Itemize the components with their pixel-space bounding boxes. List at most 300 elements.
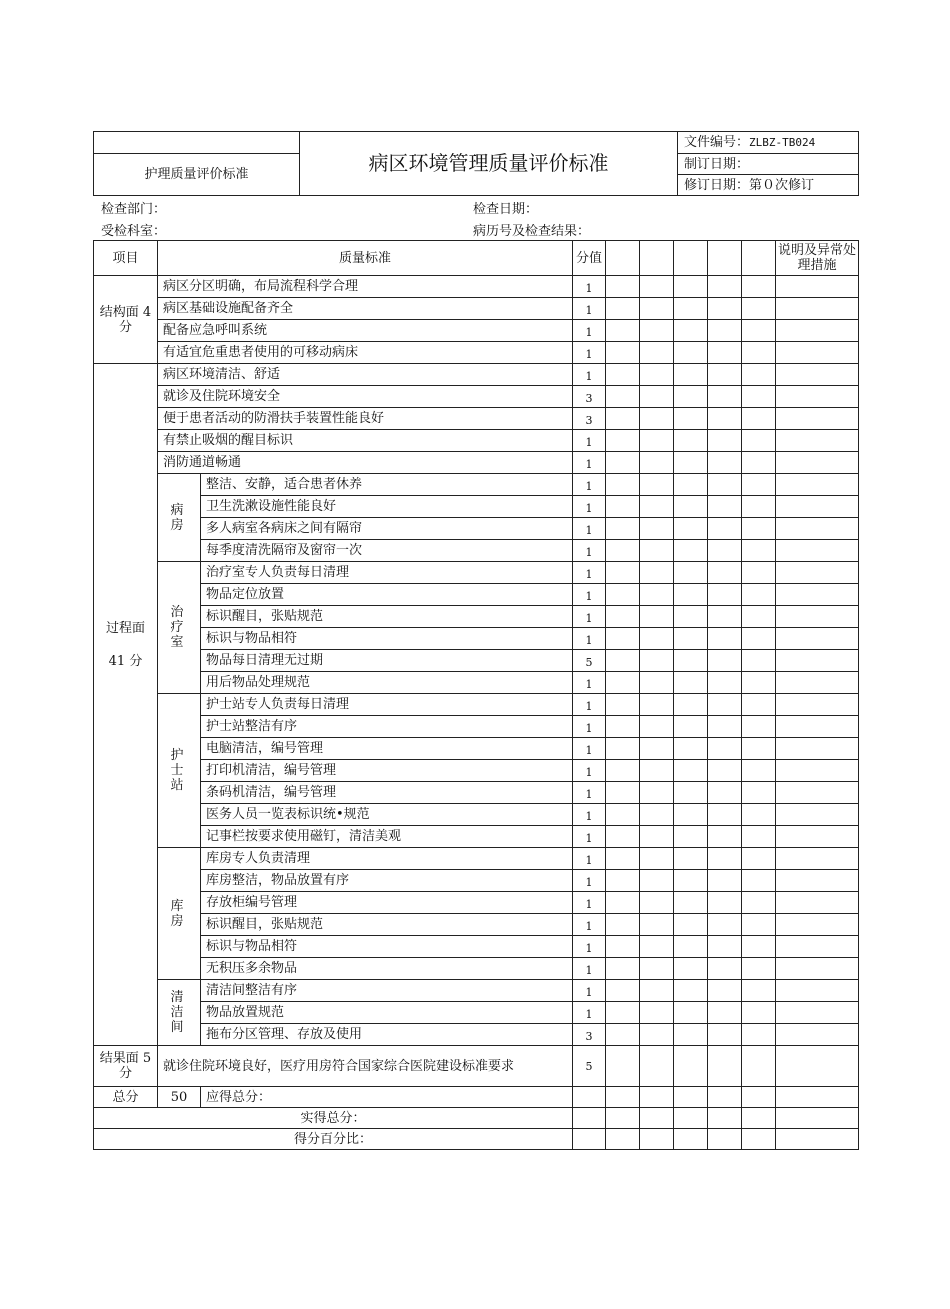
criterion-score: 1: [573, 826, 606, 848]
check-cell: [708, 276, 742, 298]
check-cell: [674, 1002, 708, 1024]
check-cell: [606, 562, 640, 584]
check-cell: [640, 364, 674, 386]
check-cell: [606, 848, 640, 870]
criterion-text: 就诊及住院环境安全: [158, 386, 573, 408]
check-cell: [708, 496, 742, 518]
check-cell: [708, 452, 742, 474]
check-cell: [640, 936, 674, 958]
check-cell: [674, 826, 708, 848]
table-row: [94, 540, 859, 562]
check-cell: [742, 892, 776, 914]
check-cell: [674, 496, 708, 518]
check-cell: [606, 672, 640, 694]
table-row: [94, 298, 859, 320]
criterion-score: 1: [573, 914, 606, 936]
criterion-text: 电脑清洁，编号管理: [201, 738, 573, 760]
check-cell: [708, 738, 742, 760]
criterion-score: 1: [573, 298, 606, 320]
check-cell: [742, 1108, 776, 1129]
table-row: [94, 826, 859, 848]
check-cell: [742, 936, 776, 958]
table-row: [94, 276, 859, 298]
form-category: 护理质量评价标准: [94, 154, 300, 196]
check-cell: [708, 606, 742, 628]
table-row: [94, 782, 859, 804]
check-cell: [742, 804, 776, 826]
check-cell: [708, 342, 742, 364]
table-row: [94, 474, 859, 496]
criterion-score: 1: [573, 804, 606, 826]
check-cell: [640, 540, 674, 562]
check-cell: [674, 738, 708, 760]
check-cell: [674, 716, 708, 738]
check-cell: [708, 540, 742, 562]
check-cell: [674, 1024, 708, 1046]
criterion-score: 1: [573, 430, 606, 452]
result-criterion: 就诊住院环境良好，医疗用房符合国家综合医院建设标准要求: [158, 1046, 573, 1087]
criterion-score: 1: [573, 672, 606, 694]
check-cell: [640, 782, 674, 804]
total-row: [94, 1087, 859, 1108]
check-cell: [708, 958, 742, 980]
check-cell: [606, 1087, 640, 1108]
check-cell: [640, 562, 674, 584]
table-row: [94, 672, 859, 694]
table-row: [94, 518, 859, 540]
check-cell: [640, 452, 674, 474]
check-cell: [708, 694, 742, 716]
check-cell: [674, 958, 708, 980]
check-cell: [708, 1087, 742, 1108]
remark-cell: [776, 386, 859, 408]
criterion-text: 用后物品处理规范: [201, 672, 573, 694]
remark-cell: [776, 958, 859, 980]
check-cell: [606, 826, 640, 848]
column-header-row: [94, 241, 859, 276]
check-cell: [742, 716, 776, 738]
check-cell: [606, 430, 640, 452]
criterion-score: 1: [573, 958, 606, 980]
criterion-text: 清洁间整洁有序: [201, 980, 573, 1002]
check-column-header: [674, 241, 708, 276]
check-cell: [742, 694, 776, 716]
record-number: 病历号及检查结果：: [473, 224, 591, 239]
remark-cell: [776, 826, 859, 848]
check-cell: [742, 342, 776, 364]
check-cell: [606, 386, 640, 408]
doc-number-value: ZLBZ-TB024: [749, 136, 816, 149]
table-row: [94, 936, 859, 958]
table-row: [94, 628, 859, 650]
criterion-score: 3: [573, 1024, 606, 1046]
check-cell: [606, 958, 640, 980]
criterion-score: 1: [573, 1002, 606, 1024]
table-row: [94, 848, 859, 870]
check-cell: [606, 914, 640, 936]
criterion-score: 1: [573, 584, 606, 606]
check-cell: [640, 694, 674, 716]
table-row: [94, 804, 859, 826]
criterion-score: 5: [573, 650, 606, 672]
check-cell: [674, 628, 708, 650]
criterion-score: 3: [573, 408, 606, 430]
check-cell: [742, 914, 776, 936]
check-cell: [708, 518, 742, 540]
column-header-standard: 质量标准: [158, 241, 573, 276]
remark-cell: [776, 276, 859, 298]
check-cell: [640, 826, 674, 848]
check-cell: [708, 804, 742, 826]
check-cell: [606, 540, 640, 562]
criterion-score: 1: [573, 936, 606, 958]
check-cell: [640, 628, 674, 650]
check-cell: [742, 364, 776, 386]
check-cell: [640, 1087, 674, 1108]
check-cell: [674, 870, 708, 892]
check-cell: [640, 804, 674, 826]
check-cell: [674, 804, 708, 826]
check-cell: [708, 826, 742, 848]
check-cell: [606, 650, 640, 672]
check-cell: [606, 716, 640, 738]
check-cell: [708, 1002, 742, 1024]
check-cell: [606, 1002, 640, 1024]
check-cell: [708, 870, 742, 892]
table-row: [94, 958, 859, 980]
check-cell: [606, 782, 640, 804]
check-cell: [674, 914, 708, 936]
check-cell: [606, 628, 640, 650]
remark-cell: [776, 1108, 859, 1129]
check-cell: [640, 958, 674, 980]
criterion-score: 1: [573, 276, 606, 298]
criterion-text: 标识醒目，张贴规范: [201, 606, 573, 628]
check-cell: [606, 276, 640, 298]
check-cell: [708, 672, 742, 694]
criterion-text: 便于患者活动的防滑扶手装置性能良好: [158, 408, 573, 430]
check-cell: [640, 518, 674, 540]
table-row: [94, 342, 859, 364]
criterion-text: 卫生洗漱设施性能良好: [201, 496, 573, 518]
check-cell: [742, 650, 776, 672]
check-cell: [742, 386, 776, 408]
check-cell: [742, 1129, 776, 1150]
check-cell: [640, 320, 674, 342]
criterion-text: 拖布分区管理、存放及使用: [201, 1024, 573, 1046]
score-percentage: 得分百分比：: [94, 1129, 573, 1150]
remark-cell: [776, 1087, 859, 1108]
check-cell: [742, 496, 776, 518]
criterion-score: 1: [573, 760, 606, 782]
check-cell: [640, 386, 674, 408]
criterion-text: 治疗室专人负责每日清理: [201, 562, 573, 584]
check-cell: [674, 474, 708, 496]
check-cell: [640, 342, 674, 364]
form-title: 病区环境管理质量评价标准: [300, 132, 678, 196]
structure-section-label: 结构面 4 分: [94, 276, 158, 364]
table-row: [94, 408, 859, 430]
check-cell: [674, 760, 708, 782]
table-row: [94, 562, 859, 584]
table-row: [94, 650, 859, 672]
check-cell: [640, 474, 674, 496]
check-cell: [742, 606, 776, 628]
table-row: [94, 980, 859, 1002]
table-row: [94, 452, 859, 474]
check-cell: [674, 848, 708, 870]
remark-cell: [776, 782, 859, 804]
remark-cell: [776, 584, 859, 606]
table-row: [94, 1002, 859, 1024]
check-cell: [674, 1087, 708, 1108]
check-cell: [606, 584, 640, 606]
expected-total: 应得总分：: [201, 1087, 573, 1108]
header-blank-cell: [94, 132, 300, 154]
check-cell: [742, 672, 776, 694]
check-cell: [606, 804, 640, 826]
check-column-header: [640, 241, 674, 276]
total-value: 50: [158, 1087, 201, 1108]
actual-total: 实得总分：: [94, 1108, 573, 1129]
doc-number-label: 文件编号：: [684, 135, 750, 150]
check-cell: [606, 452, 640, 474]
remark-cell: [776, 804, 859, 826]
check-cell: [573, 1129, 606, 1150]
check-cell: [742, 540, 776, 562]
criterion-text: 病区环境清洁、舒适: [158, 364, 573, 386]
check-cell: [606, 936, 640, 958]
remark-cell: [776, 364, 859, 386]
check-cell: [742, 826, 776, 848]
check-cell: [742, 430, 776, 452]
inspected-ward: 受检科室：: [101, 224, 167, 239]
check-cell: [708, 584, 742, 606]
check-cell: [708, 1046, 742, 1087]
criterion-score: 1: [573, 320, 606, 342]
criterion-score: 1: [573, 496, 606, 518]
remark-cell: [776, 980, 859, 1002]
check-cell: [708, 782, 742, 804]
check-cell: [674, 562, 708, 584]
total-label: 总分: [94, 1087, 158, 1108]
check-cell: [640, 298, 674, 320]
check-cell: [708, 892, 742, 914]
criterion-score: 1: [573, 452, 606, 474]
check-cell: [674, 1129, 708, 1150]
check-cell: [606, 980, 640, 1002]
remark-cell: [776, 914, 859, 936]
check-cell: [708, 760, 742, 782]
process-section-points: 41 分: [108, 653, 143, 669]
remark-cell: [776, 606, 859, 628]
check-cell: [606, 320, 640, 342]
check-cell: [708, 408, 742, 430]
form-header: [93, 131, 859, 196]
check-cell: [708, 298, 742, 320]
remark-cell: [776, 628, 859, 650]
criteria-table: [93, 240, 859, 1150]
check-cell: [742, 1024, 776, 1046]
table-row: [94, 1024, 859, 1046]
area-label: 病 房: [158, 474, 201, 562]
check-cell: [640, 650, 674, 672]
remark-cell: [776, 540, 859, 562]
evaluation-form: [93, 131, 858, 1150]
check-cell: [674, 430, 708, 452]
check-cell: [640, 914, 674, 936]
criterion-score: 1: [573, 694, 606, 716]
process-section-title: 过程面: [105, 620, 145, 636]
check-cell: [742, 320, 776, 342]
check-cell: [742, 782, 776, 804]
table-row: [94, 386, 859, 408]
check-cell: [640, 276, 674, 298]
criterion-score: 1: [573, 474, 606, 496]
table-row: [94, 606, 859, 628]
criterion-score: 1: [573, 980, 606, 1002]
criterion-score: 1: [573, 628, 606, 650]
check-cell: [674, 364, 708, 386]
check-cell: [742, 738, 776, 760]
check-column-header: [708, 241, 742, 276]
check-cell: [606, 474, 640, 496]
remark-cell: [776, 342, 859, 364]
table-row: [94, 694, 859, 716]
check-cell: [742, 980, 776, 1002]
percent-row: [94, 1129, 859, 1150]
check-cell: [674, 672, 708, 694]
remark-cell: [776, 496, 859, 518]
criteria-rows: [94, 276, 859, 1046]
criterion-score: 1: [573, 540, 606, 562]
check-cell: [708, 914, 742, 936]
check-cell: [674, 452, 708, 474]
check-cell: [640, 1046, 674, 1087]
remark-cell: [776, 870, 859, 892]
area-label: 库 房: [158, 848, 201, 980]
remark-cell: [776, 430, 859, 452]
check-cell: [742, 958, 776, 980]
criterion-score: 1: [573, 782, 606, 804]
criterion-text: 消防通道畅通: [158, 452, 573, 474]
check-cell: [640, 1129, 674, 1150]
check-cell: [640, 870, 674, 892]
criterion-score: 1: [573, 892, 606, 914]
column-header-item: 项目: [94, 241, 158, 276]
check-cell: [606, 518, 640, 540]
criterion-score: 1: [573, 518, 606, 540]
check-cell: [674, 408, 708, 430]
remark-cell: [776, 1129, 859, 1150]
remark-cell: [776, 716, 859, 738]
check-cell: [708, 1108, 742, 1129]
table-row: [94, 430, 859, 452]
check-cell: [606, 364, 640, 386]
check-cell: [640, 1002, 674, 1024]
criterion-text: 库房专人负责清理: [201, 848, 573, 870]
check-cell: [606, 496, 640, 518]
criterion-text: 物品定位放置: [201, 584, 573, 606]
check-cell: [606, 298, 640, 320]
check-cell: [640, 892, 674, 914]
criterion-score: 1: [573, 738, 606, 760]
remark-cell: [776, 1024, 859, 1046]
remark-cell: [776, 1002, 859, 1024]
criterion-score: 1: [573, 606, 606, 628]
check-cell: [708, 320, 742, 342]
check-cell: [674, 936, 708, 958]
criterion-text: 有适宜危重患者使用的可移动病床: [158, 342, 573, 364]
check-cell: [708, 980, 742, 1002]
check-cell: [742, 1087, 776, 1108]
remark-cell: [776, 694, 859, 716]
check-cell: [708, 716, 742, 738]
check-cell: [674, 650, 708, 672]
criterion-text: 配备应急呼叫系统: [158, 320, 573, 342]
criterion-text: 整洁、安静，适合患者休养: [201, 474, 573, 496]
check-cell: [640, 738, 674, 760]
inspection-info: [93, 196, 858, 240]
check-cell: [640, 584, 674, 606]
check-cell: [742, 452, 776, 474]
criterion-score: 1: [573, 364, 606, 386]
table-row: [94, 892, 859, 914]
check-cell: [674, 320, 708, 342]
criterion-text: 条码机清洁，编号管理: [201, 782, 573, 804]
check-cell: [573, 1087, 606, 1108]
result-section-label: 结果面 5 分: [94, 1046, 158, 1087]
check-cell: [708, 1024, 742, 1046]
check-cell: [708, 562, 742, 584]
criterion-text: 有禁止吸烟的醒目标识: [158, 430, 573, 452]
doc-number: [678, 132, 859, 154]
table-row: [94, 584, 859, 606]
check-cell: [708, 364, 742, 386]
table-row: [94, 320, 859, 342]
criterion-score: 1: [573, 716, 606, 738]
criterion-text: 标识与物品相符: [201, 936, 573, 958]
check-cell: [640, 848, 674, 870]
area-label: 护 士 站: [158, 694, 201, 848]
remark-cell: [776, 452, 859, 474]
check-cell: [674, 606, 708, 628]
area-label: 治 疗 室: [158, 562, 201, 694]
check-cell: [674, 584, 708, 606]
check-column-header: [606, 241, 640, 276]
check-cell: [640, 496, 674, 518]
check-cell: [606, 1046, 640, 1087]
result-row: [94, 1046, 859, 1087]
process-section-label: [94, 364, 158, 1046]
criterion-text: 物品每日清理无过期: [201, 650, 573, 672]
check-cell: [674, 540, 708, 562]
criterion-score: 1: [573, 342, 606, 364]
table-row: [94, 760, 859, 782]
check-cell: [640, 672, 674, 694]
remark-cell: [776, 1046, 859, 1087]
criterion-text: 打印机清洁，编号管理: [201, 760, 573, 782]
area-label: 清 洁 间: [158, 980, 201, 1046]
criterion-text: 存放柜编号管理: [201, 892, 573, 914]
revised-date: 修订日期：第０次修订: [678, 175, 859, 196]
check-cell: [640, 716, 674, 738]
check-cell: [640, 408, 674, 430]
check-cell: [606, 738, 640, 760]
remark-cell: [776, 518, 859, 540]
check-cell: [674, 518, 708, 540]
check-cell: [674, 980, 708, 1002]
